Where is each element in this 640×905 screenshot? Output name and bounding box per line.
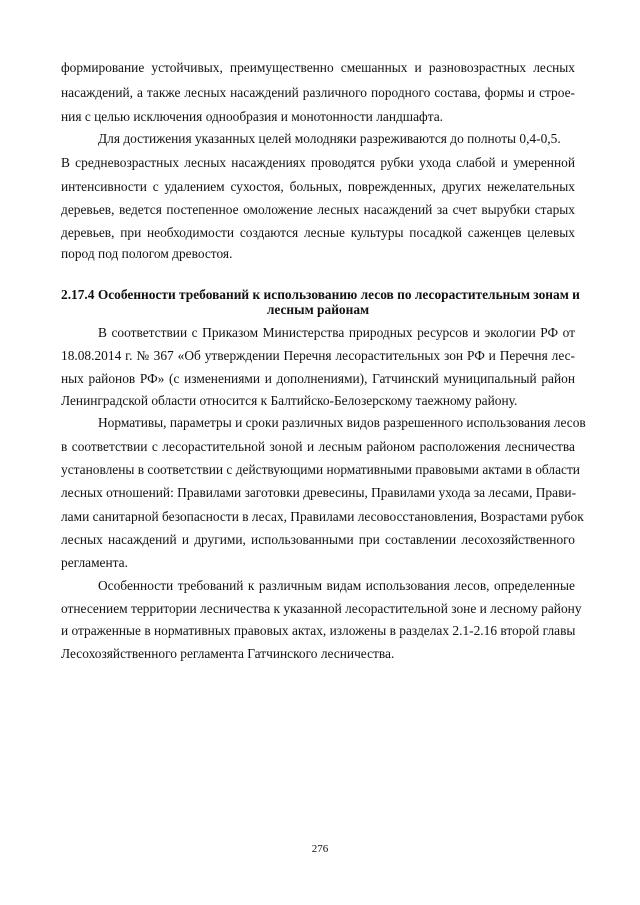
- text-line: установлены в соответствии с действующими нормативными правовыми актами в области: [61, 462, 580, 477]
- text-line: интенсивности с удалением сухостоя, больных, поврежденных, других нежелательных: [61, 179, 575, 194]
- text-line: Особенности требований к различным видам использования лесов, определенные: [98, 578, 575, 593]
- text-line: Ленинградской области относится к Балтийско-Белозерскому таежному району.: [61, 393, 518, 408]
- text-line: лами санитарной безопасности в лесах, Правилами лесовосстановления, Возрастами рубок: [61, 509, 584, 524]
- text-line: деревьев, ведется постепенное омоложение лесных насаждений за счет вырубки старых: [61, 202, 575, 217]
- text-line: отнесением территории лесничества к указанной лесорастительной зоне и лесному району: [61, 601, 582, 616]
- text-line: регламента.: [61, 555, 128, 570]
- text-line: и отраженные в нормативных правовых актах, изложены в разделах 2.1-2.16 второй главы: [61, 623, 576, 638]
- text-line: лесных насаждений и другими, использованными при составлении лесохозяйственного: [61, 532, 575, 547]
- text-line: насаждений, а также лесных насаждений различного породного состава, формы и строе-: [61, 85, 575, 100]
- text-line: Для достижения указанных целей молодняки разреживаются до полноты 0,4-0,5.: [98, 131, 561, 146]
- text-line: Нормативы, параметры и сроки различных видов разрешенного использования лесов: [98, 415, 586, 430]
- text-line: лесных отношений: Правилами заготовки древесины, Правилами ухода за лесами, Прави-: [61, 485, 577, 500]
- text-line: в соответствии с лесорастительной зоной и лесным районом расположения лесничества: [61, 439, 575, 454]
- text-line: Лесохозяйственного регламента Гатчинского лесничества.: [61, 646, 395, 661]
- text-line: В соответствии с Приказом Министерства природных ресурсов и экологии РФ от: [98, 325, 575, 340]
- text-line: ных районов РФ» (с изменениями и дополнениями), Гатчинский муниципальный район: [61, 371, 575, 386]
- text-line: пород под пологом древостоя.: [61, 246, 233, 261]
- text-line: В средневозрастных лесных насаждениях проводятся рубки ухода слабой и умеренной: [61, 155, 575, 170]
- section-heading-line: 2.17.4 Особенности требований к использованию лесов по лесорастительным зонам и: [61, 287, 580, 302]
- text-line: ния с целью исключения однообразия и монотонности ландшафта.: [61, 109, 444, 124]
- text-line: формирование устойчивых, преимущественно смешанных и разновозрастных лесных: [61, 60, 575, 75]
- section-heading-line: лесным районам: [266, 302, 370, 317]
- page-number: 276: [311, 843, 329, 855]
- text-line: 18.08.2014 г. № 367 «Об утверждении Перечня лесорастительных зон РФ и Перечня лес-: [61, 348, 575, 363]
- text-line: деревьев, при необходимости создаются лесные культуры посадкой саженцев целевых: [61, 225, 575, 240]
